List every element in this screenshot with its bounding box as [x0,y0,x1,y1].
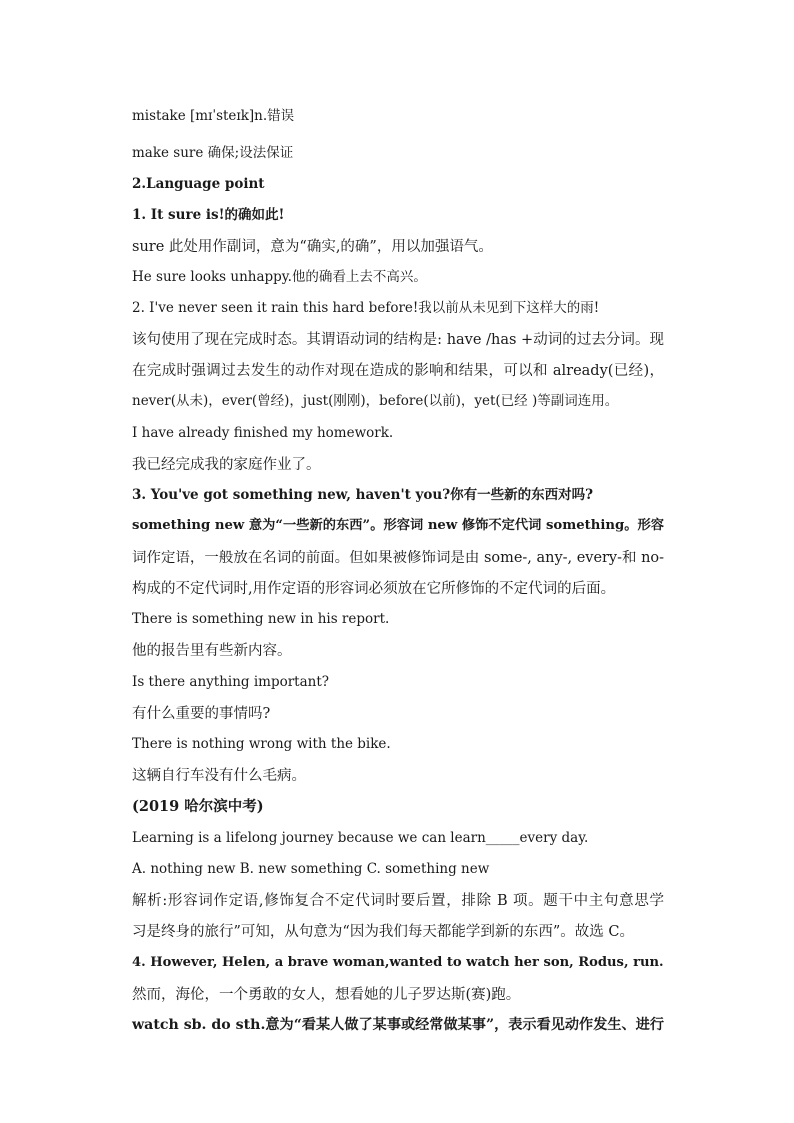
point-3-example-1-en: There is something new in his report. [132,611,390,627]
point-2-example-en: I have already finished my homework. [132,425,394,441]
exam-analysis-line-1: 解析:形容词作定语,修饰复合不定代词时要后置，排除 B 项。题干中主句意思学 [132,893,664,909]
vocab-mistake: mistake [mɪˈsteɪk]n.错误 [132,108,295,124]
point-3-explanation-line-1: something new 意为“一些新的东西”。形容词 new 修饰不定代词 something。形容 [132,518,664,533]
point-4-translation: 然而，海伦，一个勇敢的女人，想看她的儿子罗达斯(赛)跑。 [132,987,521,1003]
point-4-heading: 4. However, Helen, a brave woman,wanted to watch her son, Rodus, run. [132,955,664,970]
point-2-explanation-line-3: never(从未)，ever(曾经)，just(刚刚)，before(以前)，yet(已经 )等副词连用。 [132,393,619,409]
point-3-explanation-line-3: 构成的不定代词时,用作定语的形容词必须放在它所修饰的不定代词的后面。 [132,581,616,597]
point-2-explanation-line-1: 该句使用了现在完成时态。其谓语动词的结构是: have /has +动词的过去分词。现 [132,332,664,348]
exam-analysis-line-2: 习是终身的旅行”可知，从句意为“因为我们每天都能学到新的东西”。故选 C。 [132,924,634,940]
point-4-explanation: watch sb. do sth.意为“看某人做了某事或经常做某事”，表示看见动作发生、进行 [132,1017,664,1033]
point-2-heading: 2. I've never seen it rain this hard before!我以前从未见到下这样大的雨! [132,300,600,316]
exam-options: A. nothing new B. new something C. something new [132,861,490,877]
vocab-make-sure: make sure 确保;设法保证 [132,145,294,161]
point-2-example-cn: 我已经完成我的家庭作业了。 [132,457,321,473]
section-heading-language-point: 2.Language point [132,176,265,192]
exam-question: Learning is a lifelong journey because we can learn_____every day. [132,830,589,846]
point-2-explanation-line-2: 在完成时强调过去发生的动作对现在造成的影响和结果，可以和 already(已经)， [132,363,664,379]
point-3-example-2-cn: 有什么重要的事情吗? [132,706,271,722]
point-3-example-3-en: There is nothing wrong with the bike. [132,736,391,752]
point-3-explanation-line-2: 词作定语，一般放在名词的前面。但如果被修饰词是由 some-, any-, every-和 no- [132,550,664,566]
point-1-explanation: sure 此处用作副词，意为“确实,的确”，用以加强语气。 [132,239,493,255]
point-3-example-2-en: Is there anything important? [132,674,330,690]
exam-source: (2019 哈尔滨中考) [132,798,264,815]
point-3-example-3-cn: 这辆自行车没有什么毛病。 [132,768,306,784]
point-1-example: He sure looks unhappy.他的确看上去不高兴。 [132,269,427,285]
point-3-heading: 3. You've got something new, haven't you?你有一些新的东西对吗? [132,487,594,503]
point-1-heading: 1. It sure is!的确如此! [132,207,285,223]
point-3-example-1-cn: 他的报告里有些新内容。 [132,643,292,659]
